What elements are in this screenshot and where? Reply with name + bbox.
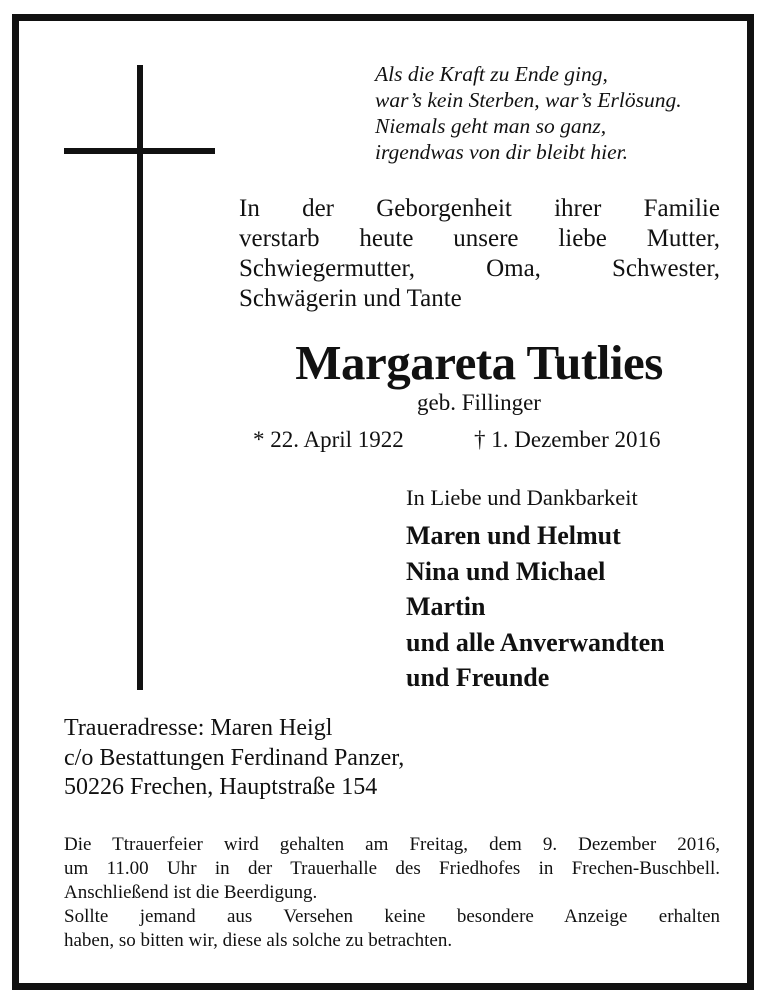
- birth-name: geb. Fillinger: [417, 390, 541, 415]
- poem: [375, 61, 715, 165]
- notice-line: Sollte jemand aus Versehen keine besondere Anzeige erhalten: [64, 906, 720, 927]
- intro-word: liebe: [558, 225, 607, 252]
- address-line: Traueradresse: Maren Heigl: [64, 715, 333, 741]
- intro-word: ihrer: [554, 195, 602, 222]
- death-date: † 1. Dezember 2016: [474, 427, 661, 452]
- obituary-content: [19, 21, 747, 983]
- intro-word: Oma,: [486, 255, 541, 282]
- intro-word: Schwester,: [611, 255, 720, 282]
- poem-line: irgendwas von dir bleibt hier.: [375, 140, 629, 164]
- mourners-intro: In Liebe und Dankbarkeit: [406, 485, 638, 510]
- intro-word: Geborgenheit: [376, 195, 512, 222]
- obituary-frame: [12, 14, 754, 990]
- funeral-notice: [64, 833, 720, 953]
- intro-word: Schwiegermutter,: [239, 255, 416, 282]
- mourner-name: Nina und Michael: [406, 556, 606, 586]
- poem-line: Niemals geht man so ganz,: [375, 114, 607, 138]
- cross-icon-vertical-beam: [137, 65, 143, 690]
- deceased-name: Margareta Tutlies: [295, 335, 663, 390]
- mourning-address: [64, 714, 404, 803]
- mourner-name: Maren und Helmut: [406, 521, 621, 550]
- cross-icon-horizontal-beam: [64, 148, 215, 154]
- mourner-name: Martin: [406, 592, 486, 621]
- intro-line: [239, 194, 720, 224]
- intro-line: [239, 254, 720, 284]
- poem-line: war’s kein Sterben, war’s Erlösung.: [375, 88, 682, 112]
- poem-line: Als die Kraft zu Ende ging,: [375, 62, 608, 86]
- notice-line: Die Ttrauerfeier wird gehalten am Freitag, dem 9. Dezember 2016,: [64, 834, 720, 855]
- intro-word: verstarb: [239, 225, 320, 252]
- address-line: c/o Bestattungen Ferdinand Panzer,: [64, 744, 405, 771]
- intro-line: [239, 224, 720, 254]
- notice-line: um 11.00 Uhr in der Trauerhalle des Friedhofes in Frechen-Buschbell.: [64, 858, 720, 879]
- notice-line: haben, so bitten wir, diese als solche zu betrachten.: [64, 930, 453, 951]
- intro-line: [239, 284, 720, 314]
- intro-word: In: [239, 195, 260, 222]
- intro-word: Mutter,: [646, 225, 720, 252]
- intro-text: [239, 194, 720, 314]
- intro-word: Familie: [643, 195, 720, 222]
- mourners-list: [406, 518, 665, 696]
- intro-word: heute: [359, 225, 414, 252]
- address-line: 50226 Frechen, Hauptstraße 154: [64, 774, 378, 800]
- intro-word: der: [302, 195, 334, 222]
- mourner-name: und Freunde: [406, 663, 550, 692]
- birth-date: * 22. April 1922: [253, 427, 404, 452]
- notice-line: Anschließend ist die Beerdigung.: [64, 882, 318, 903]
- intro-word: unsere: [453, 225, 519, 252]
- mourner-name: und alle Anverwandten: [406, 627, 665, 657]
- intro-word: Schwägerin und Tante: [239, 285, 462, 312]
